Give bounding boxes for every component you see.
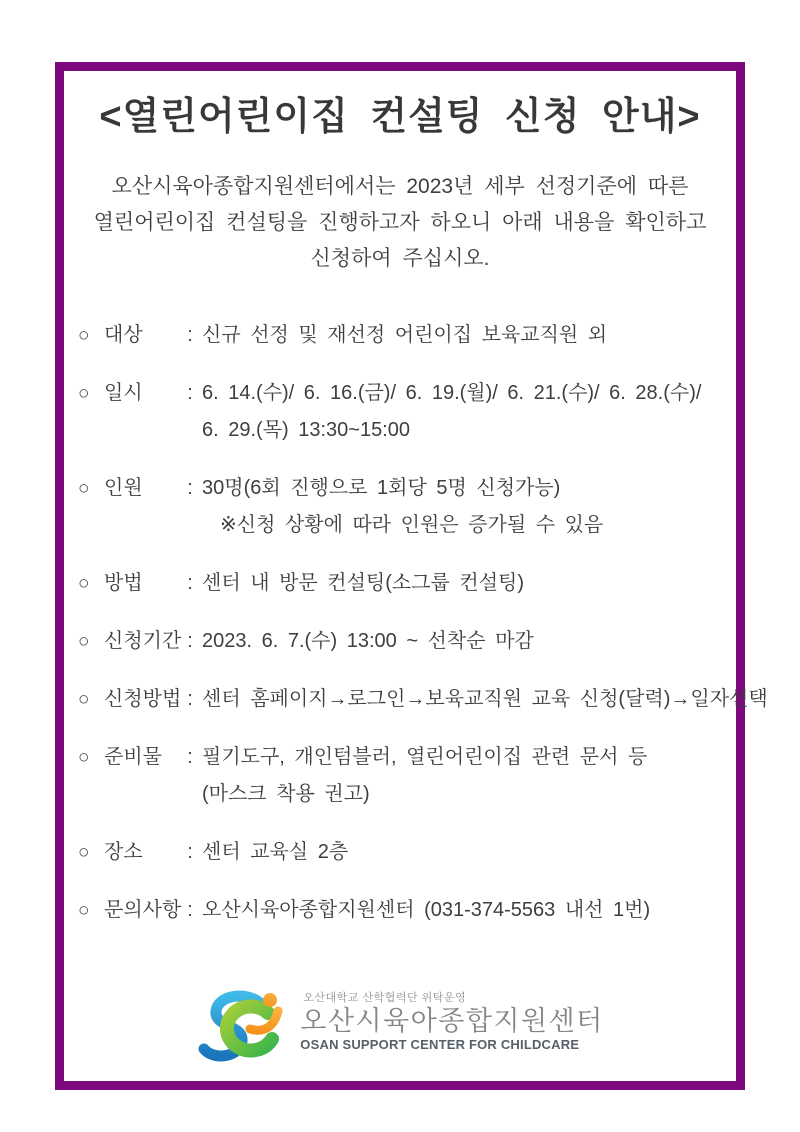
item-value-line: 30명(6회 진행으로 1회당 5명 신청가능) [202, 477, 561, 499]
circle-bullet-icon: ○ [78, 631, 90, 652]
item-value [202, 892, 722, 929]
page-title: <열린어린이집 컨설팅 신청 안내> [99, 96, 701, 138]
org-logo [78, 987, 722, 1065]
item-colon: : [187, 572, 193, 594]
item-label: 일시 [104, 382, 143, 404]
list-item-target [78, 317, 722, 354]
list-item-supplies [78, 739, 722, 813]
item-value-line: 센터 내 방문 컨설팅(소그룹 컨설팅) [202, 572, 525, 594]
item-value [202, 565, 722, 602]
item-value-line: 센터 홈페이지→로그인→보육교직원 교육 신청(달력)→일자선택 [202, 688, 768, 710]
intro-paragraph [78, 169, 722, 277]
item-value-line: 신규 선정 및 재선정 어린이집 보육교직원 외 [202, 324, 608, 346]
item-label: 준비물 [104, 746, 162, 768]
item-label: 인원 [104, 477, 143, 499]
intro-line: 신청하여 주십시오. [310, 247, 490, 270]
item-value-line: 2023. 6. 7.(수) 13:00 ~ 선착순 마감 [202, 630, 534, 652]
logo-name-english: OSAN SUPPORT CENTER FOR CHILDCARE [300, 1037, 580, 1052]
circle-bullet-icon: ○ [78, 900, 90, 921]
item-value-line: 필기도구, 개인텀블러, 열린어린이집 관련 문서 등 [202, 746, 648, 768]
document-content [64, 93, 768, 1065]
circle-bullet-icon: ○ [78, 842, 90, 863]
logo-tagline: 오산대학교 산학협력단 위탁운영 [303, 992, 467, 1004]
circle-bullet-icon: ○ [78, 747, 90, 768]
item-value [202, 834, 722, 871]
logo-text-block [300, 987, 603, 1052]
item-value [202, 470, 722, 544]
item-value-line: 6. 14.(수)/ 6. 16.(금)/ 6. 19.(월)/ 6. 21.(수)/ 6. 28.(수)/ [202, 382, 702, 404]
item-colon: : [187, 746, 193, 768]
list-item-capacity [78, 470, 722, 544]
item-colon: : [187, 899, 193, 921]
logo-person-head [263, 993, 277, 1007]
list-item-method [78, 565, 722, 602]
list-item-application-period [78, 623, 722, 660]
circle-bullet-icon: ○ [78, 478, 90, 499]
item-value-line: (마스크 착용 권고) [202, 783, 370, 805]
list-item-schedule [78, 375, 722, 449]
item-value [202, 375, 722, 449]
item-colon: : [187, 382, 193, 404]
logo-name-korean: 오산시육아종합지원센터 [300, 1006, 604, 1036]
item-value-line: 센터 교육실 2층 [202, 841, 349, 863]
intro-line: 열린어린이집 컨설팅을 진행하고자 하오니 아래 내용을 확인하고 [93, 211, 707, 234]
item-value-line: 6. 29.(목) 13:30~15:00 [202, 419, 411, 441]
list-item-location [78, 834, 722, 871]
item-colon: : [187, 630, 193, 652]
item-colon: : [187, 841, 193, 863]
list-item-contact [78, 892, 722, 929]
circle-bullet-icon: ○ [78, 689, 90, 710]
item-label: 장소 [104, 841, 143, 863]
item-value-line: 오산시육아종합지원센터 (031-374-5563 내선 1번) [202, 899, 651, 921]
item-colon: : [187, 324, 193, 346]
item-label: 신청방법 [104, 688, 182, 710]
circle-bullet-icon: ○ [78, 383, 90, 404]
purple-border-frame [55, 62, 768, 1090]
logo-mark-icon [196, 989, 292, 1065]
item-label: 대상 [104, 324, 143, 346]
circle-bullet-icon: ○ [78, 573, 90, 594]
item-value [202, 681, 768, 718]
intro-line: 오산시육아종합지원센터에서는 2023년 세부 선정기준에 따른 [111, 175, 689, 198]
item-label: 문의사항 [104, 899, 182, 921]
item-label: 신청기간 [104, 630, 182, 652]
item-value-note: ※신청 상황에 따라 인원은 증가될 수 있음 [220, 514, 604, 536]
item-colon: : [187, 477, 193, 499]
item-colon: : [187, 688, 193, 710]
list-item-application-method [78, 681, 768, 718]
circle-bullet-icon: ○ [78, 325, 90, 346]
item-label: 방법 [104, 572, 143, 594]
item-value [202, 623, 722, 660]
item-value [202, 739, 722, 813]
info-list [78, 317, 768, 929]
item-value [202, 317, 722, 354]
